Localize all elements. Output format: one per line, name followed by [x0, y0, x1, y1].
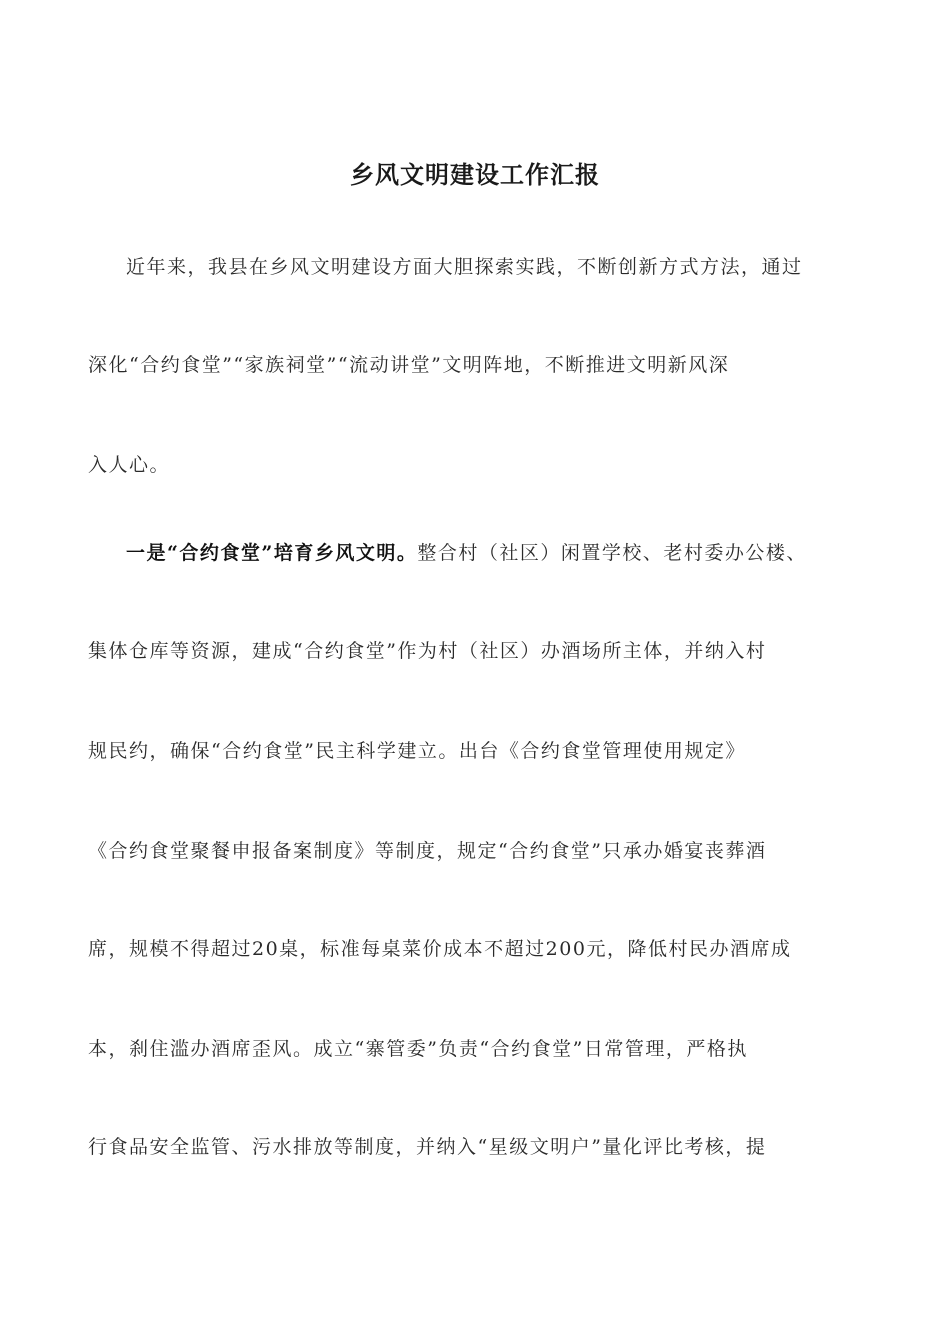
- line-text: 深化“合约食堂”“家族祠堂”“流动讲堂”文明阵地，不断推进文明新风深: [88, 354, 730, 376]
- paragraph-line: [88, 1034, 878, 1064]
- line-text: 席，规模不得超过20桌，标准每桌菜价成本不超过200元，降低村民办酒席成: [88, 938, 792, 960]
- line-text: 整合村（社区）闲置学校、老村委办公楼、: [417, 542, 807, 564]
- line-text: 行食品安全监管、污水排放等制度，并纳入“星级文明户”量化评比考核，提: [88, 1136, 767, 1158]
- paragraph-line: [88, 836, 878, 866]
- paragraph-line: [88, 1132, 878, 1162]
- line-text: 本，刹住滥办酒席歪风。成立“寨管委”负责“合约食堂”日常管理，严格执: [88, 1038, 748, 1060]
- line-text: 近年来，我县在乡风文明建设方面大胆探索实践，不断创新方式方法，通过: [126, 256, 803, 278]
- paragraph-line: [88, 450, 878, 480]
- paragraph-line: [126, 252, 916, 282]
- line-text: 集体仓库等资源，建成“合约食堂”作为村（社区）办酒场所主体，并纳入村: [88, 640, 767, 662]
- paragraph-line: [88, 636, 878, 666]
- line-text: 规民约，确保“合约食堂”民主科学建立。出台《合约食堂管理使用规定》: [88, 740, 746, 762]
- line-text: 《合约食堂聚餐申报备案制度》等制度，规定“合约食堂”只承办婚宴丧葬酒: [88, 840, 767, 862]
- document-title: 乡风文明建设工作汇报: [350, 160, 600, 189]
- paragraph-line: [88, 934, 878, 964]
- paragraph-line: [88, 736, 878, 766]
- line-text: 入人心。: [88, 454, 171, 476]
- paragraph-line: [88, 350, 878, 380]
- section-heading: 一是“合约食堂”培育乡风文明。: [126, 542, 418, 564]
- paragraph-line: [126, 538, 916, 568]
